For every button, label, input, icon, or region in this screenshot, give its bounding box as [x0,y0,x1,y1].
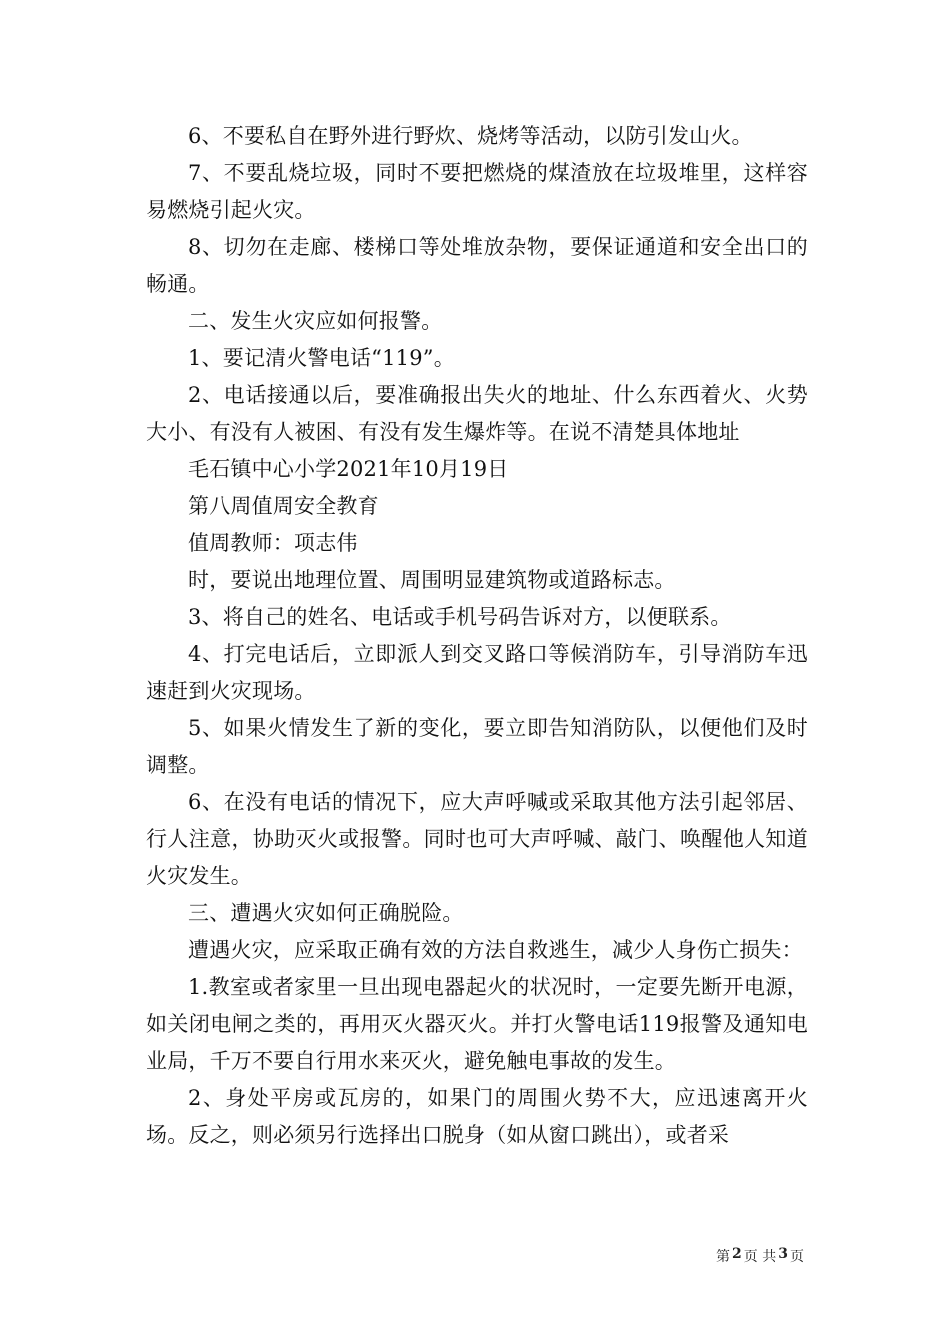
paragraph: 1.教室或者家里一旦出现电器起火的状况时，一定要先断开电源，如关闭电闸之类的，再用灭火器灭火。并打火警电话119报警及通知电业局，千万不要自行用水来灭火，避免触电事故的发生。 [146,975,808,1073]
paragraph: 1、要记清火警电话“119”。 [188,346,455,370]
footer-prefix: 第 [716,1249,731,1265]
paragraph: 遭遇火灾，应采取正确有效的方法自救逃生，减少人身伤亡损失： [188,938,803,962]
school-date-line: 毛石镇中心小学2021年10月19日 [188,457,509,481]
paragraph: 2、身处平房或瓦房的，如果门的周围火势不大，应迅速离开火场。反之，则必须另行选择出口脱身（如从窗口跳出），或者采 [146,1086,808,1147]
paragraph: 2、电话接通以后，要准确报出失火的地址、什么东西着火、火势大小、有没有人被困、有没有发生爆炸等。在说不清楚具体地址 [146,383,808,444]
total-page-number: 3 [778,1246,788,1262]
footer-middle: 页 共 [743,1249,777,1265]
doc-title-line: 第八周值周安全教育 [188,494,379,518]
section-heading: 三、遭遇火灾如何正确脱险。 [188,901,464,925]
paragraph: 3、将自己的姓名、电话或手机号码告诉对方，以便联系。 [188,605,732,629]
paragraph: 时，要说出地理位置、周围明显建筑物或道路标志。 [188,568,676,592]
paragraph: 6、不要私自在野外进行野炊、烧烤等活动，以防引发山火。 [188,124,753,148]
footer-suffix: 页 [790,1249,804,1265]
paragraph: 8、切勿在走廊、楼梯口等处堆放杂物，要保证通道和安全出口的畅通。 [146,235,808,296]
page-footer [716,1246,804,1266]
paragraph: 7、不要乱烧垃圾，同时不要把燃烧的煤渣放在垃圾堆里，这样容易燃烧引起火灾。 [146,161,808,222]
section-heading: 二、发生火灾应如何报警。 [188,309,443,333]
paragraph: 6、在没有电话的情况下，应大声呼喊或采取其他方法引起邻居、行人注意，协助灭火或报警。同时也可大声呼喊、敲门、唤醒他人知道火灾发生。 [146,790,808,888]
paragraph: 4、打完电话后，立即派人到交叉路口等候消防车，引导消防车迅速赶到火灾现场。 [146,642,808,703]
teacher-line: 值周教师：项志伟 [188,531,358,555]
current-page-number: 2 [732,1246,742,1262]
paragraph: 5、如果火情发生了新的变化，要立即告知消防队，以便他们及时调整。 [146,716,808,777]
body-text [146,118,808,1154]
